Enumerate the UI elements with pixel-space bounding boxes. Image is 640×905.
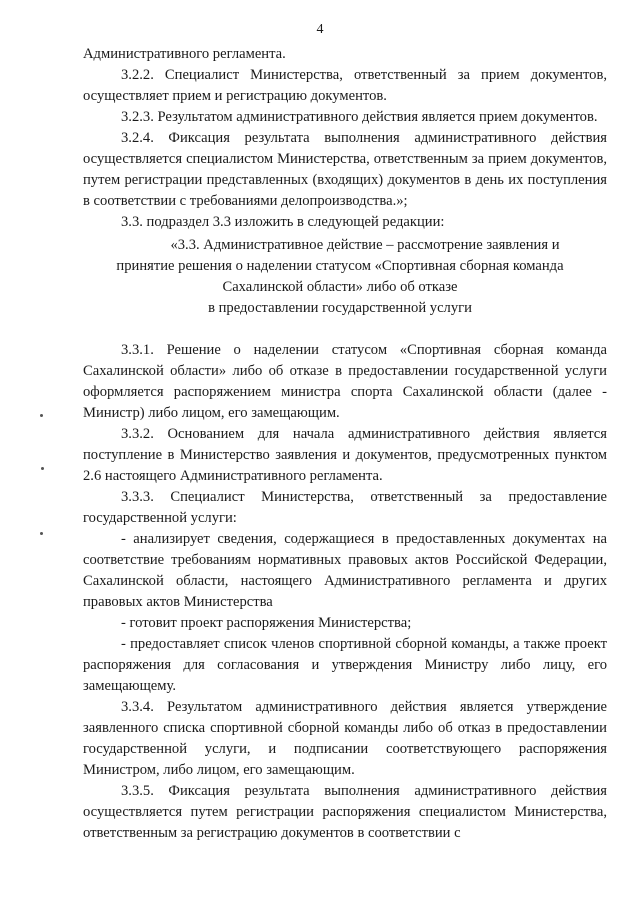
list-item-submit: - предоставляет список членов спортивной сборной команды, а также проект распоряжения для согласования и утверждения Министру либо лицу, его замещающему. (83, 636, 607, 694)
heading-line-4: в предоставлении государственной услуги (208, 300, 472, 316)
paragraph-3-3-2: 3.3.2. Основанием для начала административного действия является поступление в Министерство заявления и документов, предусмотренных пунктом 2.6 настоящего Административного регламента. (83, 426, 607, 484)
heading-line-1: «3.3. Административное действие – рассмотрение заявления и (170, 237, 560, 253)
paragraph-3-3-1: 3.3.1. Решение о наделении статусом «Спортивная сборная команда Сахалинской области» либо об отказе в предоставлении государственной услуги оформляется распоряжением министра спорта Сахалинской области (далее - Министр) либо лицом, его замещающим. (83, 342, 607, 421)
paragraph-3-2-3: 3.2.3. Результатом административного действия является прием документов. (121, 109, 598, 125)
page-number: 4 (316, 22, 324, 37)
scan-speck (41, 467, 44, 470)
paragraph-3-2-4: 3.2.4. Фиксация результата выполнения административного действия осуществляется специалистом Министерства, ответственным за прием документов, путем регистрации представленных (входящих) документов в день их поступления в соответствии с требованиями делопроизводства.»; (83, 130, 607, 209)
paragraph-3-3-3: 3.3.3. Специалист Министерства, ответственный за предоставление государственной услуги: (83, 489, 607, 526)
heading-line-3: Сахалинской области» либо об отказе (222, 279, 458, 295)
document-body (83, 44, 607, 844)
scan-speck (40, 414, 43, 417)
paragraph-3-2-2: 3.2.2. Специалист Министерства, ответственный за прием документов, осуществляет прием и регистрацию документов. (83, 67, 607, 104)
list-item-prepare: - готовит проект распоряжения Министерства; (121, 615, 412, 631)
heading-line-2: принятие решения о наделении статусом «Спортивная сборная команда (116, 258, 564, 274)
list-item-analyze: - анализирует сведения, содержащиеся в предоставленных документах на соответствие требованиям нормативных правовых актов Российской Федерации, Сахалинской области, настоящего Административного регламента и других правовых актов Министерства (83, 531, 607, 610)
scan-speck (40, 532, 43, 535)
paragraph-continuation: Административного регламента. (83, 46, 286, 62)
paragraph-3-3-instruction: 3.3. подраздел 3.3 изложить в следующей редакции: (121, 214, 445, 230)
paragraph-3-3-5: 3.3.5. Фиксация результата выполнения административного действия осуществляется путем регистрации распоряжения специалистом Министерства, ответственным за регистрацию документов в соответствии с (83, 783, 607, 841)
paragraph-3-3-4: 3.3.4. Результатом административного действия является утверждение заявленного списка спортивной сборной команды либо об отказ в предоставлении государственной услуги, и подписании соответствующего распоряжения Министром, либо лицом, его замещающим. (83, 699, 607, 778)
section-heading (83, 235, 607, 319)
